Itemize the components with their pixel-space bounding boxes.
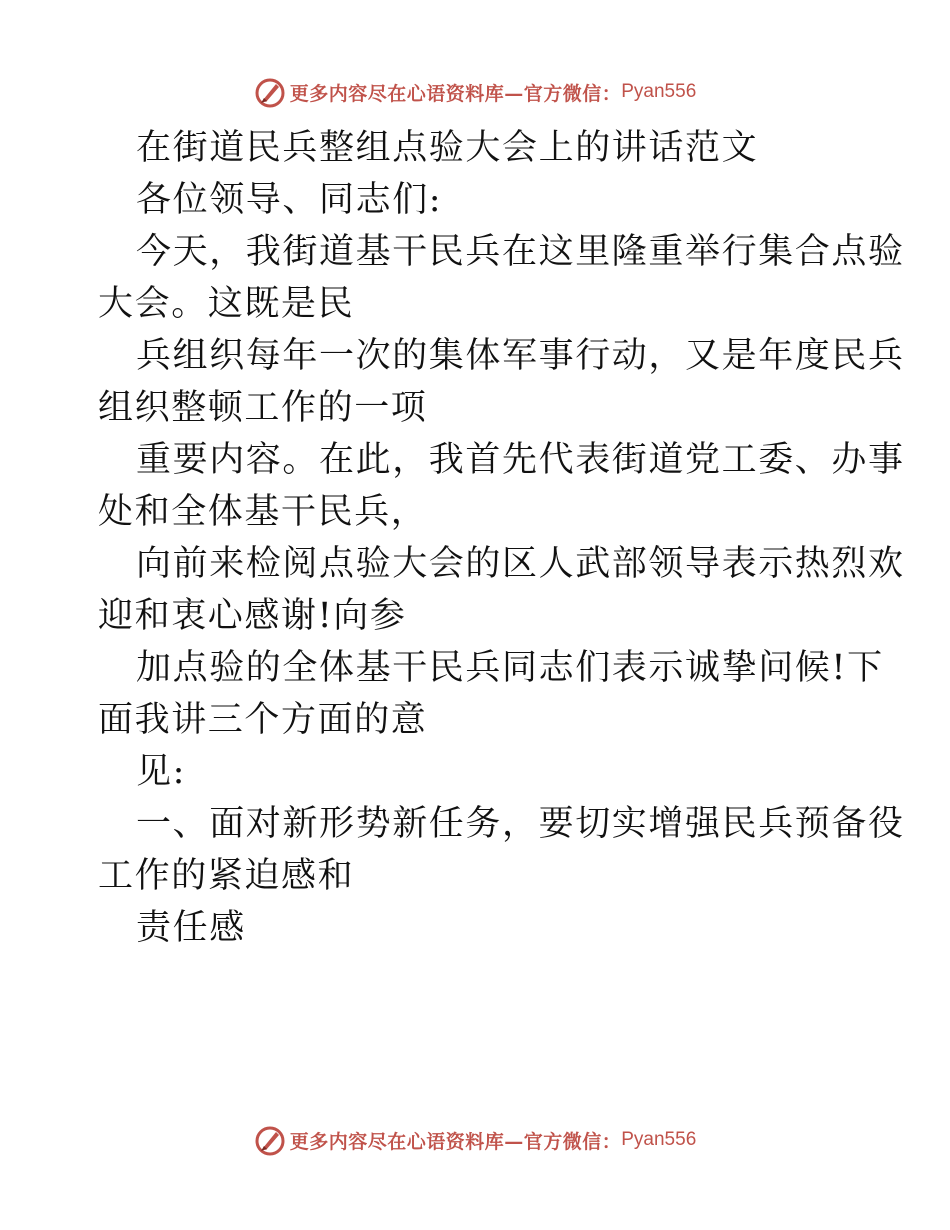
section-heading-line: 一、面对新形势新任务，要切实增强民兵预备役: [136, 804, 905, 844]
paragraph-line: 向前来检阅点验大会的区人武部领导表示热烈欢: [136, 544, 905, 584]
paragraph-line: 今天，我街道基干民兵在这里隆重举行集合点验: [136, 232, 905, 272]
paragraph-line: 面我讲三个方面的意: [98, 700, 428, 740]
paragraph-line: 大会。这既是民: [98, 284, 355, 324]
section-heading-line: 责任感: [136, 908, 246, 948]
paragraph-line: 加点验的全体基干民兵同志们表示诚挚问候!下: [136, 648, 884, 688]
quill-pen-logo-icon: [254, 1124, 286, 1156]
banner-text: 更多内容尽在心语资料库—官方微信：: [289, 82, 622, 105]
section-heading-line: 工作的紧迫感和: [98, 856, 355, 896]
salutation: 各位领导、同志们:: [136, 180, 443, 220]
footer-banner: [0, 1120, 950, 1160]
banner-text: 更多内容尽在心语资料库—官方微信：: [289, 1130, 622, 1153]
paragraph-line: 重要内容。在此，我首先代表街道党工委、办事: [136, 440, 905, 480]
quill-pen-logo-icon: [254, 76, 286, 108]
document-body: [98, 122, 905, 954]
banner-wechat-id: Pyan556: [621, 81, 697, 102]
paragraph-line: 兵组织每年一次的集体军事行动，又是年度民兵: [136, 336, 905, 376]
document-title: 在街道民兵整组点验大会上的讲话范文: [136, 128, 759, 168]
paragraph-line: 处和全体基干民兵，: [98, 492, 428, 532]
paragraph-line: 迎和衷心感谢!向参: [98, 596, 407, 636]
header-banner: [0, 72, 950, 112]
banner-wechat-id: Pyan556: [621, 1129, 697, 1150]
paragraph-line: 见:: [136, 752, 186, 792]
paragraph-line: 组织整顿工作的一项: [98, 388, 428, 428]
